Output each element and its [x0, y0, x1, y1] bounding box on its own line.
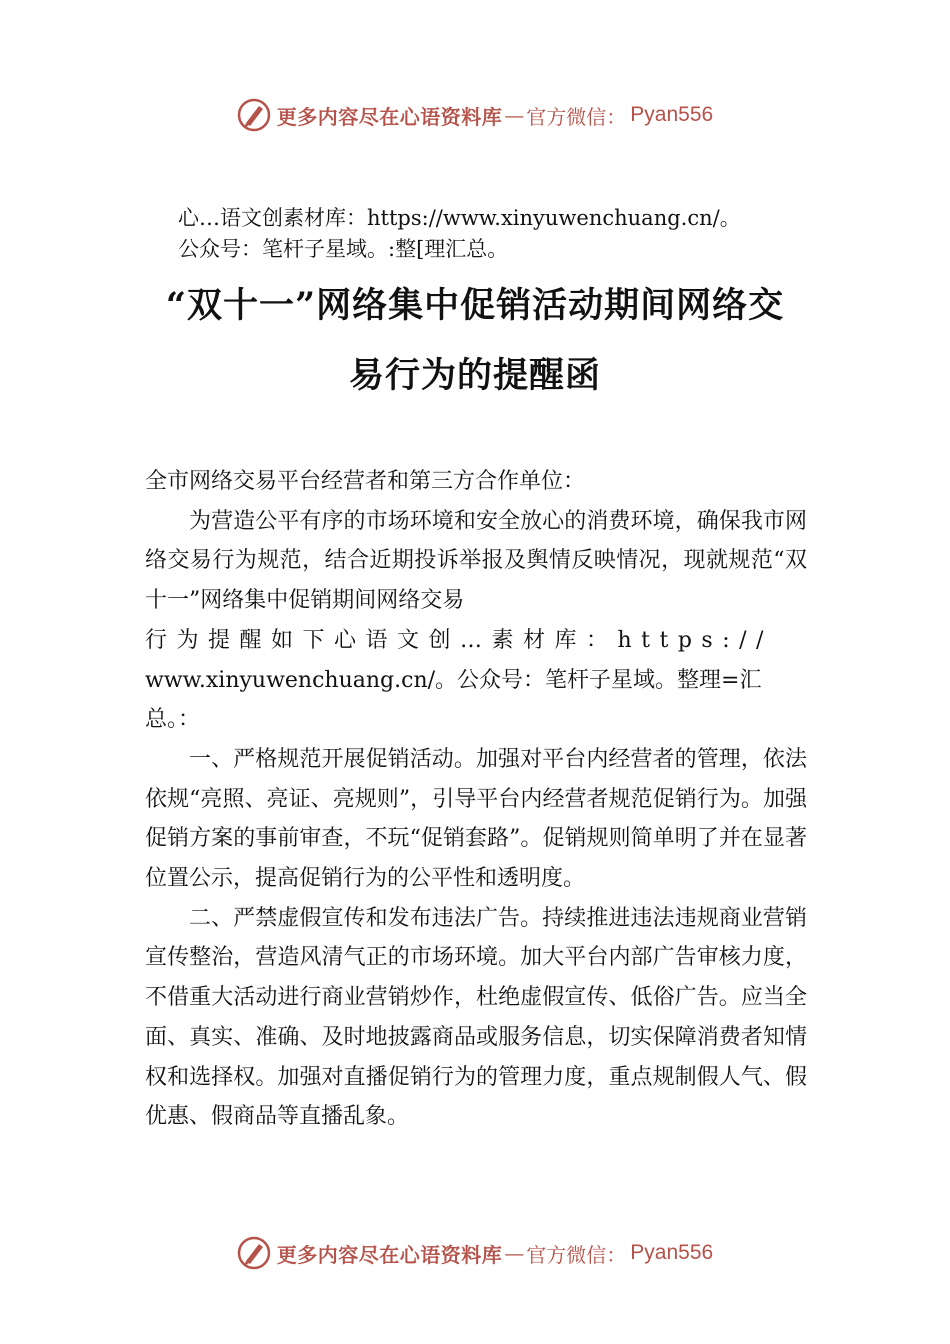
pen-logo-icon [237, 98, 271, 132]
paragraph-3: 二、严禁虚假宣传和发布违法广告。持续推进违法违规商业营销宣传整治，营造风清气正的市场环境。加大平台内部广告审核力度，不借重大活动进行商业营销炒作，杜绝虚假宣传、低俗广告。应当全面、真实、准确、及时地披露商品或服务信息，切实保障消费者知情权和选择权。加强对直播促销行为的管理力度，重点规制假人气、假优惠、假商品等直播乱象。 [145, 905, 807, 1130]
paragraph-1a: 为营造公平有序的市场环境和安全放心的消费环境，确保我市网络交易行为规范，结合近期投诉举报及舆情反映情况，现就规范“双十一”网络集中促销期间网络交易 [145, 508, 807, 614]
source-note-line1: 心…语文创素材库：https://www.xinyuwenchuang.cn/。 [178, 206, 741, 230]
pen-logo-icon [237, 1236, 271, 1270]
banner-wechat-id: Pyan556 [630, 103, 714, 126]
banner-dash: — [504, 103, 525, 127]
banner-wechat-label: 官方微信： [526, 104, 627, 129]
document-body [145, 462, 807, 1137]
salutation: 全市网络交易平台经营者和第三方合作单位： [145, 469, 586, 494]
source-note-line2: 公众号：笔杆子星域。:整[理汇总。 [178, 237, 509, 261]
source-note [178, 203, 741, 265]
footer-banner [0, 1233, 950, 1273]
paragraph-1c: www.xinyuwenchuang.cn/。公众号：笔杆子星域。整理=汇总。： [145, 667, 762, 733]
banner-dash: — [504, 1241, 525, 1265]
document-title [145, 271, 805, 411]
banner-wechat-id: Pyan556 [630, 1241, 714, 1264]
header-banner [0, 95, 950, 135]
title-line1: “双十一”网络集中促销活动期间网络交 [165, 285, 785, 326]
paragraph-1b: 行为提醒如下心语文创…素材库：https:// [145, 627, 773, 653]
banner-text: 更多内容尽在心语资料库 [276, 1242, 503, 1267]
paragraph-2: 一、严格规范开展促销活动。加强对平台内经营者的管理，依法依规“亮照、亮证、亮规则”，引导平台内经营者规范促销行为。加强促销方案的事前审查，不玩“促销套路”。促销规则简单明了并在显著位置公示，提高促销行为的公平性和透明度。 [145, 746, 807, 892]
banner-wechat-label: 官方微信： [526, 1242, 627, 1267]
banner-text: 更多内容尽在心语资料库 [276, 104, 503, 129]
title-line2: 易行为的提醒函 [348, 355, 601, 396]
